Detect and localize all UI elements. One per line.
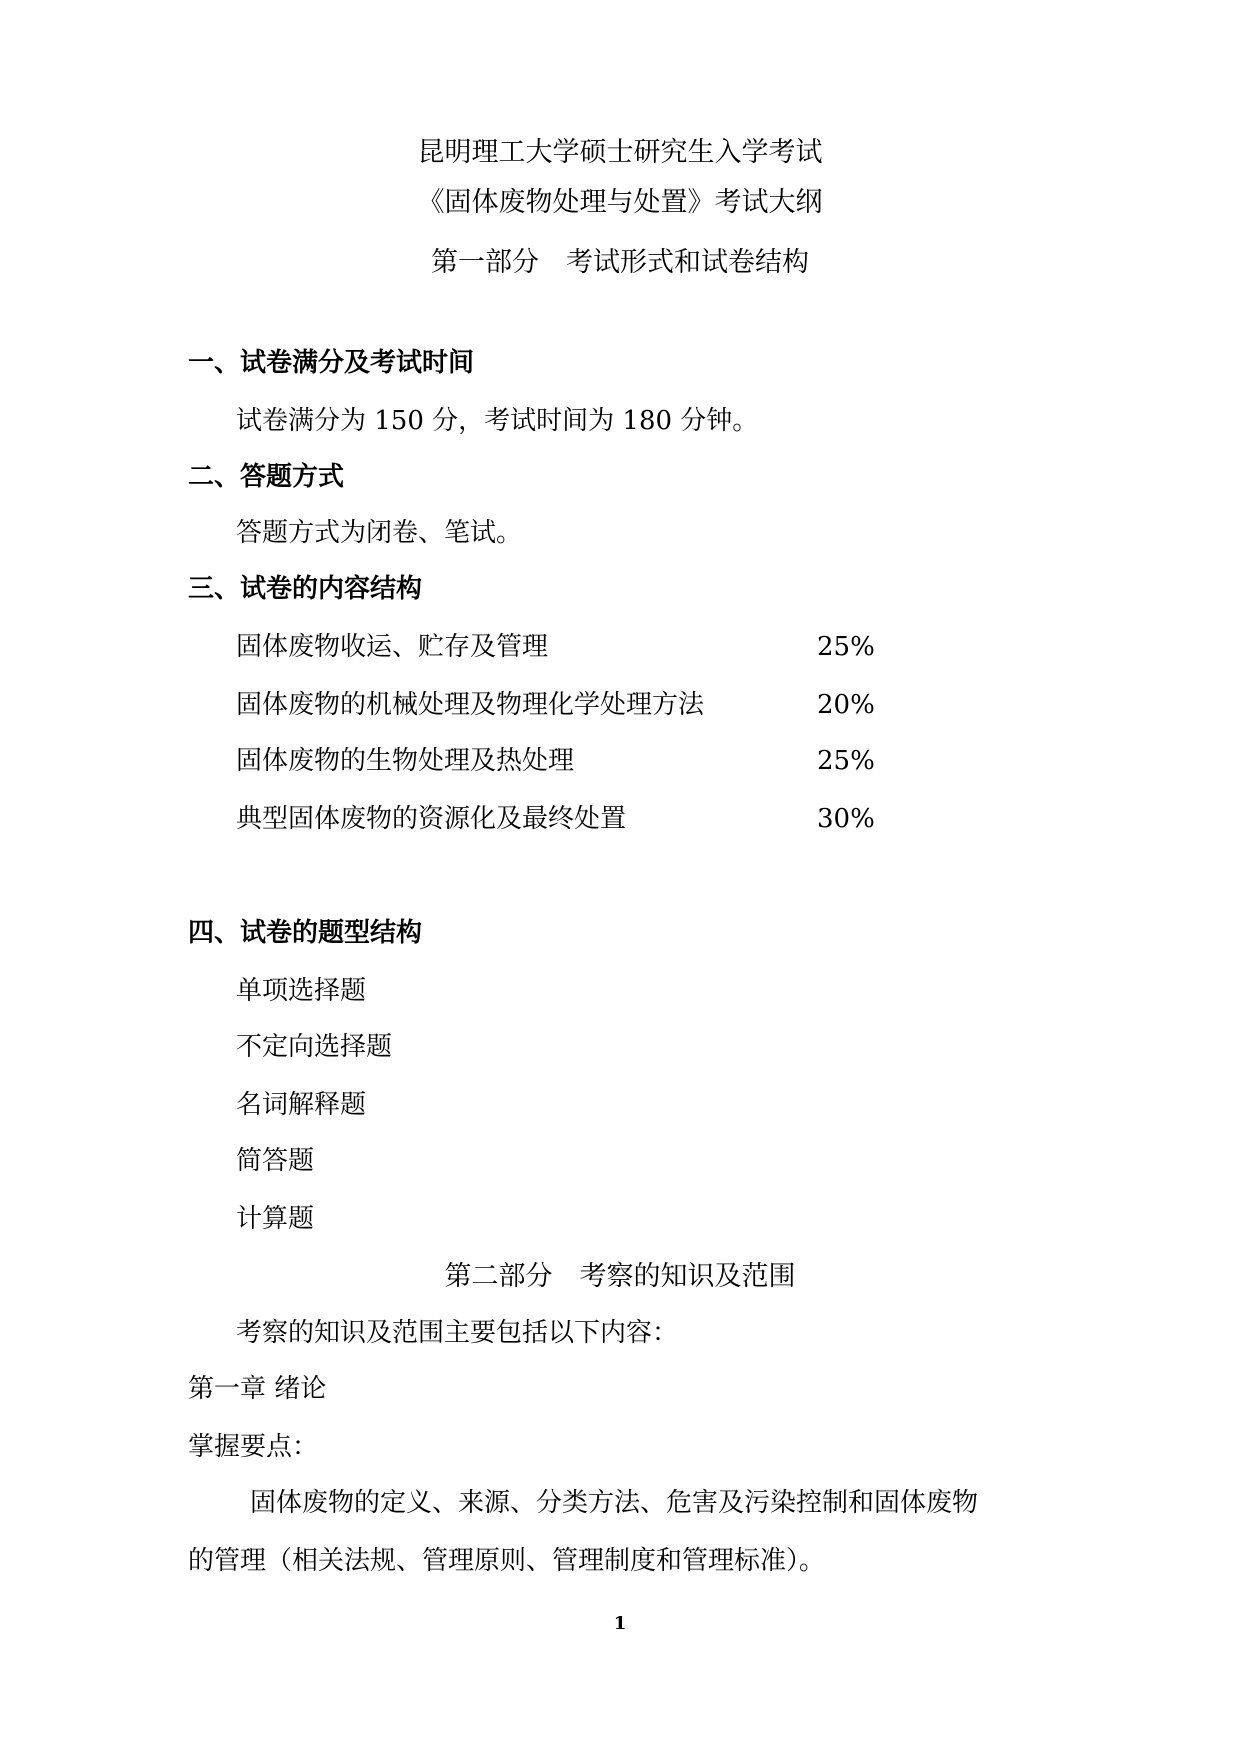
question-type-item: 名词解释题 (236, 1090, 367, 1120)
question-type-item: 不定向选择题 (236, 1032, 393, 1062)
section3-heading: 三、试卷的内容结构 (188, 574, 423, 604)
key-points-label: 掌握要点： (188, 1432, 319, 1462)
chapter-title: 第一章 绪论 (188, 1374, 327, 1404)
question-type-item: 单项选择题 (236, 976, 367, 1006)
section2-heading: 二、答题方式 (188, 462, 345, 492)
content-structure-item-label: 固体废物收运、贮存及管理 (236, 632, 549, 662)
content-structure-item-label: 典型固体废物的资源化及最终处置 (236, 804, 627, 834)
section2-body: 答题方式为闭卷、笔试。 (236, 518, 523, 548)
document-title-line2: 《固体废物处理与处置》考试大纲 (417, 187, 823, 218)
part2-intro: 考察的知识及范围主要包括以下内容： (236, 1318, 679, 1348)
part1-title: 第一部分 考试形式和试卷结构 (431, 247, 809, 278)
content-structure-item-label: 固体废物的生物处理及热处理 (236, 746, 575, 776)
content-structure-item-percent: 25% (817, 746, 875, 776)
content-structure-item-percent: 25% (817, 632, 875, 662)
section1-heading: 一、试卷满分及考试时间 (188, 348, 475, 378)
part2-title: 第二部分 考察的知识及范围 (444, 1261, 796, 1292)
page-number: 1 (613, 1613, 627, 1634)
section4-heading: 四、试卷的题型结构 (188, 918, 423, 948)
content-structure-item-percent: 20% (817, 690, 875, 720)
section1-body: 试卷满分为 150 分，考试时间为 180 分钟。 (236, 406, 759, 436)
content-structure-item-label: 固体废物的机械处理及物理化学处理方法 (236, 690, 705, 720)
content-structure-item-percent: 30% (817, 804, 875, 834)
key-points-text-line1: 固体废物的定义、来源、分类方法、危害及污染控制和固体废物 (250, 1488, 979, 1518)
key-points-text-line2: 的管理（相关法规、管理原则、管理制度和管理标准）。 (188, 1546, 826, 1576)
document-title-line1: 昆明理工大学硕士研究生入学考试 (417, 137, 823, 168)
question-type-item: 计算题 (236, 1204, 315, 1234)
question-type-item: 简答题 (236, 1146, 315, 1176)
